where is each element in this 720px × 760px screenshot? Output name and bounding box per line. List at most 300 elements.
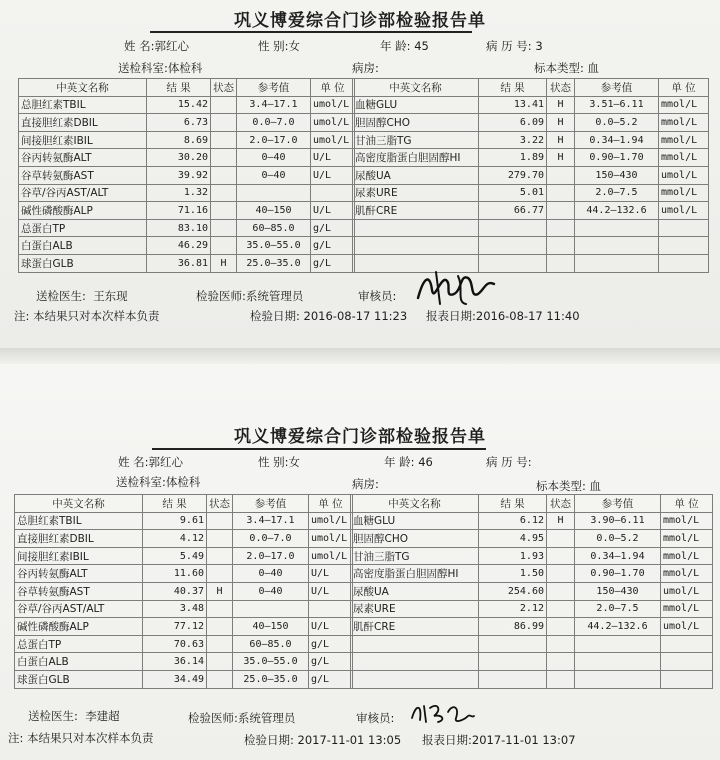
result-value: 3.22 [479,131,547,149]
col-unit: 单 位 [311,79,355,97]
specimen-type: 标本类型: 血 [536,479,602,493]
result-value: 1.89 [479,149,547,167]
analyte-name [351,635,479,653]
table-row [19,219,355,237]
col-flag: 状态 [207,495,233,513]
status-flag [547,618,575,636]
reference-range: 25.0—35.0 [233,670,309,688]
results-table-left [18,78,355,273]
analyte-name: 肌酐CRE [351,618,479,636]
unit: g/L [311,237,355,255]
unit [311,184,355,202]
analyte-name: 谷丙转氨酶ALT [19,149,147,167]
submitting-doctor: 送检医生: 王东现 [36,289,128,303]
table-row [19,184,355,202]
analyte-name: 球蛋白GLB [19,254,147,272]
col-reference: 参考值 [233,495,309,513]
status-flag [547,184,575,202]
analyte-name: 谷草转氨酶AST [19,166,147,184]
status-flag [211,202,237,220]
status-flag [547,600,575,618]
result-value [479,237,547,255]
reference-range: 3.90—6.11 [575,512,661,530]
result-value: 11.60 [143,565,207,583]
status-flag: H [547,96,575,114]
paper-fold [0,348,720,364]
record-number: 病 历 号: [486,455,532,469]
reviewer-signature [408,698,478,728]
result-value [479,635,547,653]
results-table-left [14,494,353,689]
reference-range: 0—40 [237,149,311,167]
status-flag [207,653,233,671]
status-flag [211,237,237,255]
col-reference: 参考值 [575,495,661,513]
unit: mmol/L [661,565,713,583]
result-value: 36.81 [147,254,211,272]
analyte-name [353,237,479,255]
analyte-name [353,219,479,237]
analyte-name: 碱性磷酸酶ALP [19,202,147,220]
specimen-type: 标本类型: 血 [534,61,600,75]
result-value: 6.12 [479,512,547,530]
unit: mmol/L [659,114,709,132]
unit: umol/L [659,166,709,184]
reference-range: 2.0—7.5 [575,184,659,202]
unit: U/L [311,202,355,220]
reference-range [575,237,659,255]
table-row [351,618,713,636]
reviewer-signature [410,268,500,310]
submitting-dept: 送检科室:体检科 [118,61,203,75]
reference-range: 0.0—5.2 [575,114,659,132]
unit: mmol/L [659,184,709,202]
reference-range: 150—430 [575,166,659,184]
table-row [15,635,353,653]
unit: mmol/L [659,96,709,114]
reference-range: 40—150 [233,618,309,636]
result-value [479,670,547,688]
table-header [19,79,355,97]
col-result: 结 果 [147,79,211,97]
unit: mmol/L [659,131,709,149]
analyte-name: 尿酸UA [353,166,479,184]
result-value: 71.16 [147,202,211,220]
title-underline [150,31,472,33]
reference-range [575,670,661,688]
status-flag [207,600,233,618]
unit: U/L [309,582,353,600]
disclaimer-note: 注: 本结果只对本次样本负责 [8,731,154,745]
table-row [353,96,709,114]
table-row [353,184,709,202]
reference-range: 0.90—1.70 [575,149,659,167]
result-value: 5.49 [143,547,207,565]
result-value: 4.12 [143,530,207,548]
status-flag [211,184,237,202]
record-number: 病 历 号: 3 [486,39,543,53]
unit: umol/L [311,114,355,132]
reviewer-label: 审核员: [356,711,395,725]
analyte-name: 总蛋白TP [19,219,147,237]
table-row [19,237,355,255]
analyte-name: 谷草/谷丙AST/ALT [19,184,147,202]
table-row [353,202,709,220]
unit: mmol/L [659,149,709,167]
table-row [15,653,353,671]
status-flag [547,653,575,671]
table-row [15,512,353,530]
table-row [15,618,353,636]
status-flag [211,219,237,237]
reference-range: 0.34—1.94 [575,547,661,565]
result-value: 40.37 [143,582,207,600]
unit: mmol/L [661,547,713,565]
reference-range: 2.0—17.0 [233,547,309,565]
testing-physician: 检验医师:系统管理员 [188,711,296,725]
reference-range: 35.0—55.0 [237,237,311,255]
status-flag [547,582,575,600]
analyte-name: 总蛋白TP [15,635,143,653]
status-flag [207,670,233,688]
patient-name: 姓 名:郭红心 [118,455,184,469]
status-flag [547,670,575,688]
status-flag [547,166,575,184]
table-row [353,237,709,255]
col-result: 结 果 [479,79,547,97]
table-row [19,96,355,114]
analyte-name: 球蛋白GLB [15,670,143,688]
reference-range: 25.0—35.0 [237,254,311,272]
analyte-name: 谷草转氨酶AST [15,582,143,600]
status-flag [207,618,233,636]
reference-range: 0—40 [237,166,311,184]
analyte-name: 间接胆红素IBIL [15,547,143,565]
unit: g/L [311,254,355,272]
result-value: 34.49 [143,670,207,688]
table-row [351,670,713,688]
col-unit: 单 位 [661,495,713,513]
unit: g/L [309,653,353,671]
col-name: 中英文名称 [15,495,143,513]
unit [309,600,353,618]
patient-sex: 性 别:女 [258,39,301,53]
table-row [19,166,355,184]
analyte-name [351,653,479,671]
col-flag: 状态 [547,495,575,513]
status-flag [211,149,237,167]
table-row [353,219,709,237]
unit: g/L [309,635,353,653]
result-value: 6.73 [147,114,211,132]
unit: U/L [311,149,355,167]
analyte-name: 尿素URE [351,600,479,618]
analyte-name: 尿酸UA [351,582,479,600]
reference-range [575,219,659,237]
status-flag [211,96,237,114]
reference-range: 60—85.0 [237,219,311,237]
result-value [479,219,547,237]
reference-range: 3.51—6.11 [575,96,659,114]
col-unit: 单 位 [309,495,353,513]
analyte-name: 高密度脂蛋白胆固醇HI [353,149,479,167]
reference-range: 35.0—55.0 [233,653,309,671]
status-flag [547,254,575,272]
result-value: 2.12 [479,600,547,618]
analyte-name [351,670,479,688]
status-flag [207,635,233,653]
status-flag: H [547,149,575,167]
unit [659,219,709,237]
report-date: 报表日期:2016-08-17 11:40 [426,309,580,323]
unit: mmol/L [661,600,713,618]
reference-range: 0.0—5.2 [575,530,661,548]
results-table-right [350,494,713,689]
report-date: 报表日期:2017-11-01 13:07 [422,733,576,747]
result-value: 39.92 [147,166,211,184]
status-flag: H [547,114,575,132]
unit: umol/L [309,512,353,530]
reference-range: 0—40 [233,582,309,600]
unit [661,635,713,653]
unit: mmol/L [661,512,713,530]
lab-report-2016 [0,0,720,348]
result-value: 8.69 [147,131,211,149]
status-flag [211,131,237,149]
analyte-name: 谷草/谷丙AST/ALT [15,600,143,618]
status-flag [547,565,575,583]
status-flag: H [547,512,575,530]
result-value [479,653,547,671]
result-value: 3.48 [143,600,207,618]
col-name: 中英文名称 [19,79,147,97]
reference-range [237,184,311,202]
status-flag: H [547,131,575,149]
reference-range: 0—40 [233,565,309,583]
col-unit: 单 位 [659,79,709,97]
report-title: 巩义博爱综合门诊部检验报告单 [234,11,486,31]
patient-age: 年 龄: 46 [384,455,433,469]
analyte-name: 间接胆红素IBIL [19,131,147,149]
table-row [353,114,709,132]
table-row [15,670,353,688]
result-value: 46.29 [147,237,211,255]
result-value: 4.95 [479,530,547,548]
table-row [19,254,355,272]
reference-range: 150—430 [575,582,661,600]
result-value: 66.77 [479,202,547,220]
table-row [19,114,355,132]
table-row [19,149,355,167]
reference-range: 44.2—132.6 [575,618,661,636]
unit: umol/L [661,618,713,636]
patient-age: 年 龄: 45 [380,39,429,53]
results-table-right [352,78,709,273]
reference-range [233,600,309,618]
lab-report-2017 [0,364,720,760]
unit: g/L [311,219,355,237]
submitting-dept: 送检科室:体检科 [116,475,201,489]
analyte-name: 直接胆红素DBIL [19,114,147,132]
col-reference: 参考值 [575,79,659,97]
reference-range: 60—85.0 [233,635,309,653]
analyte-name: 甘油三脂TG [351,547,479,565]
unit [659,237,709,255]
table-row [351,565,713,583]
unit: U/L [309,618,353,636]
testing-physician: 检验医师:系统管理员 [196,289,304,303]
table-row [351,512,713,530]
status-flag: H [207,582,233,600]
table-row [19,202,355,220]
table-row [351,582,713,600]
result-value: 36.14 [143,653,207,671]
reference-range: 3.4—17.1 [237,96,311,114]
status-flag [207,547,233,565]
reference-range: 44.2—132.6 [575,202,659,220]
status-flag [547,547,575,565]
unit: mmol/L [661,530,713,548]
test-date: 检验日期: 2017-11-01 13:05 [244,733,402,747]
analyte-name: 碱性磷酸酶ALP [15,618,143,636]
analyte-name: 甘油三脂TG [353,131,479,149]
ward: 病房: [352,61,379,75]
result-value: 77.12 [143,618,207,636]
result-value: 279.70 [479,166,547,184]
col-reference: 参考值 [237,79,311,97]
col-result: 结 果 [143,495,207,513]
col-flag: 状态 [211,79,237,97]
status-flag [547,635,575,653]
result-value: 1.93 [479,547,547,565]
patient-sex: 性 别:女 [258,455,301,469]
title-underline [152,448,486,450]
analyte-name: 胆固醇CHO [351,530,479,548]
unit: umol/L [661,582,713,600]
analyte-name: 高密度脂蛋白胆固醇HI [351,565,479,583]
status-flag [207,530,233,548]
disclaimer-note: 注: 本结果只对本次样本负责 [14,309,160,323]
col-flag: 状态 [547,79,575,97]
table-row [351,600,713,618]
result-value: 30.20 [147,149,211,167]
unit: g/L [309,670,353,688]
status-flag [547,219,575,237]
unit: umol/L [311,131,355,149]
reference-range: 0.34—1.94 [575,131,659,149]
reference-range: 2.0—17.0 [237,131,311,149]
table-row [351,635,713,653]
result-value: 5.01 [479,184,547,202]
status-flag [211,114,237,132]
reviewer-label: 审核员: [358,289,397,303]
test-date: 检验日期: 2016-08-17 11:23 [250,309,408,323]
analyte-name: 血糖GLU [351,512,479,530]
analyte-name: 总胆红素TBIL [15,512,143,530]
table-row [15,600,353,618]
unit: umol/L [309,547,353,565]
table-row [19,131,355,149]
table-row [353,254,709,272]
table-row [351,547,713,565]
reference-range [575,254,659,272]
reference-range: 0.0—7.0 [233,530,309,548]
table-header [15,495,353,513]
reference-range: 40—150 [237,202,311,220]
unit: umol/L [309,530,353,548]
status-flag [207,565,233,583]
reference-range: 3.4—17.1 [233,512,309,530]
analyte-name: 血糖GLU [353,96,479,114]
analyte-name: 肌酐CRE [353,202,479,220]
result-value: 83.10 [147,219,211,237]
col-result: 结 果 [479,495,547,513]
status-flag: H [211,254,237,272]
result-value: 1.50 [479,565,547,583]
table-row [351,530,713,548]
reference-range: 2.0—7.5 [575,600,661,618]
result-value: 1.32 [147,184,211,202]
analyte-name: 直接胆红素DBIL [15,530,143,548]
unit [661,653,713,671]
table-row [15,582,353,600]
analyte-name: 总胆红素TBIL [19,96,147,114]
status-flag [547,530,575,548]
analyte-name: 谷丙转氨酶ALT [15,565,143,583]
analyte-name: 尿素URE [353,184,479,202]
table-row [353,149,709,167]
status-flag [211,166,237,184]
table-row [15,530,353,548]
col-name: 中英文名称 [353,79,479,97]
table-row [15,547,353,565]
reference-range: 0.0—7.0 [237,114,311,132]
status-flag [547,202,575,220]
table-row [15,565,353,583]
result-value: 6.09 [479,114,547,132]
result-value: 13.41 [479,96,547,114]
table-header [353,79,709,97]
table-row [351,653,713,671]
status-flag [547,237,575,255]
table-row [353,166,709,184]
result-value: 70.63 [143,635,207,653]
result-value: 86.99 [479,618,547,636]
result-value: 254.60 [479,582,547,600]
reference-range: 0.90—1.70 [575,565,661,583]
unit: umol/L [311,96,355,114]
patient-name: 姓 名:郭红心 [124,39,190,53]
submitting-doctor: 送检医生: 李建超 [28,709,120,723]
unit [659,254,709,272]
unit: umol/L [659,202,709,220]
unit: U/L [311,166,355,184]
analyte-name: 白蛋白ALB [15,653,143,671]
result-value: 15.42 [147,96,211,114]
status-flag [207,512,233,530]
result-value: 9.61 [143,512,207,530]
reference-range [575,653,661,671]
unit: U/L [309,565,353,583]
ward: 病房: [352,477,379,491]
unit [661,670,713,688]
analyte-name: 胆固醇CHO [353,114,479,132]
table-header [351,495,713,513]
table-row [353,131,709,149]
report-title: 巩义博爱综合门诊部检验报告单 [234,427,486,447]
reference-range [575,635,661,653]
analyte-name: 白蛋白ALB [19,237,147,255]
